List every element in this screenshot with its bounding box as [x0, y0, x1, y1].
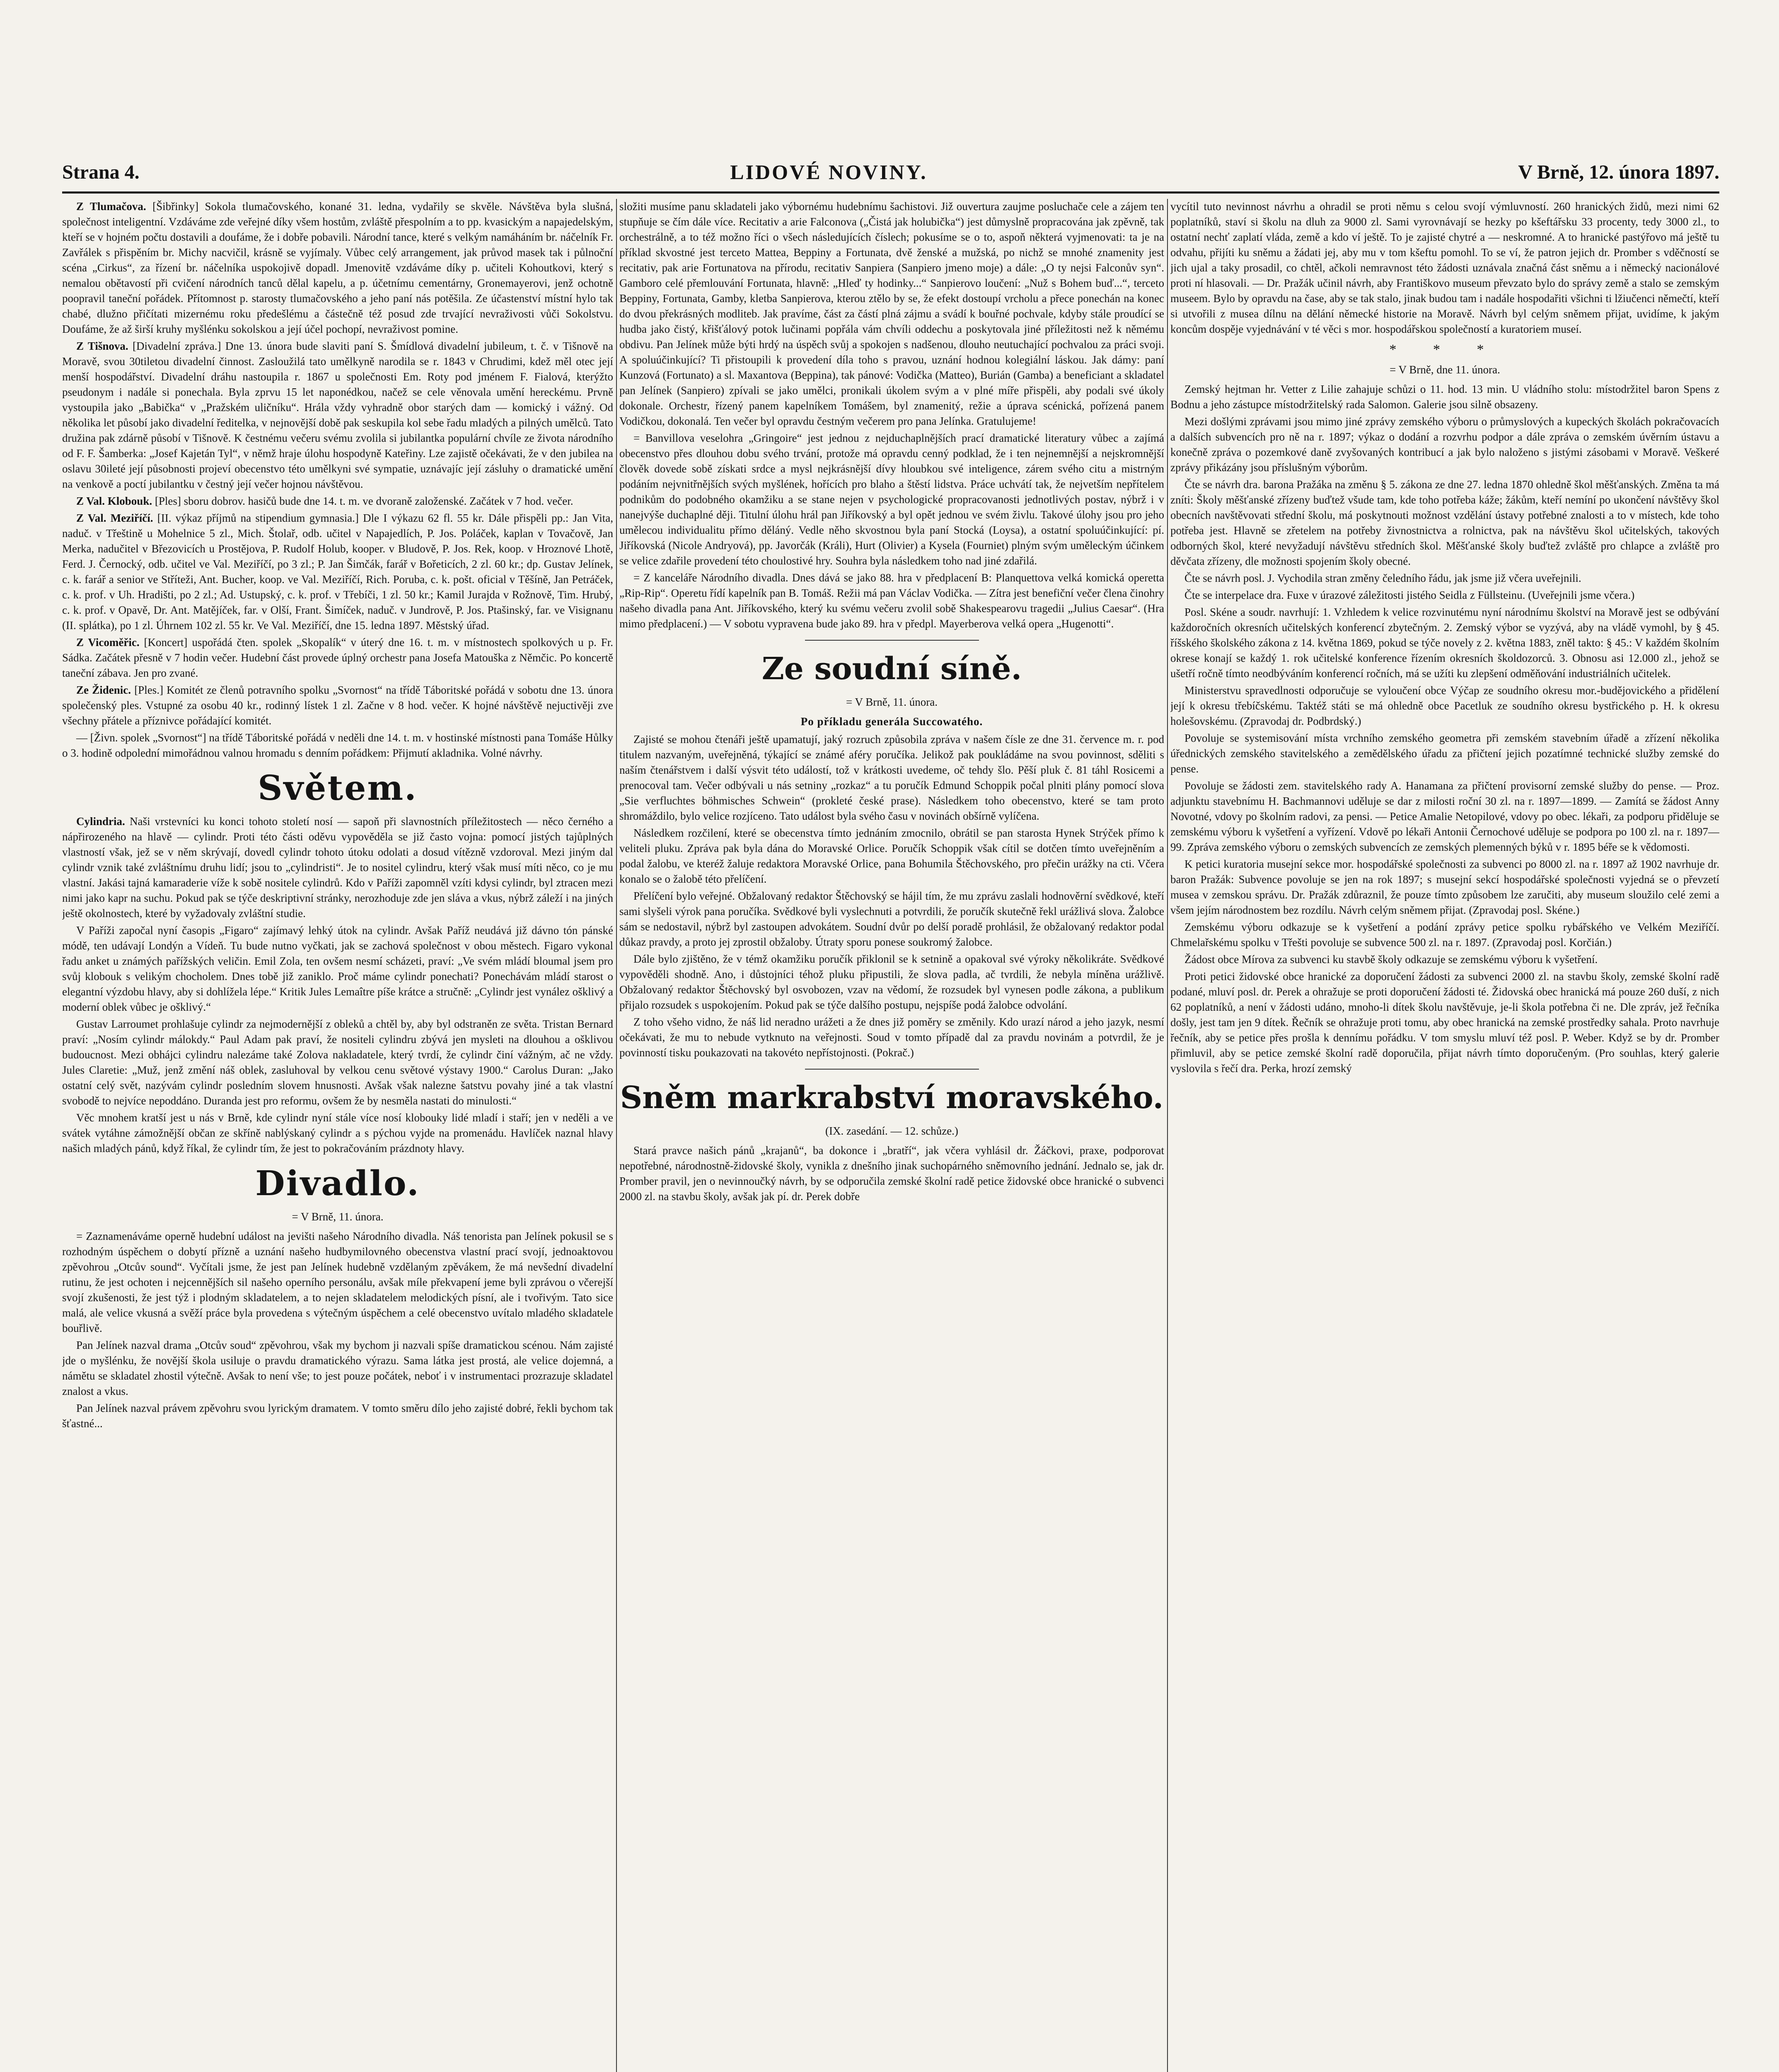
article-paragraph: V Paříži započal nyní časopis „Figaro“ zajímavý lehký útok na cylindr. Avšak Paříž neudává již dávno tón pánské módě, ten udávají Londýn a Vídeň. Tu bude nutno vyčkati, jak se zachová společnost v obou městech. Figaro vykonal řadu anket u známých pařížských veličin. Emil Zola, ten ovšem nesmí scházeti, praví: „Ve svém mládí bloumal jsem pro svůj klobouk s velikým chocholem. Dnes tobě již zaniklo. Proč máme cylindr ponechati? Ponechávám mládí starost o elegantní výzdobu hlavy, aby si dohlížela lépe.“ Kritik Jules Lemaître píše krátce a stručně: „Cylindr jest vynález ošklivý a moderní oblek vůbec je ošklivý.“: [62, 924, 613, 1013]
column-2: [619, 199, 1164, 2072]
article-paragraph: = Banvillova veselohra „Gringoire“ jest jednou z nejduchaplnějších prací dramatické literatury vůbec a zajímá obecenstvo přes dlouhou dobu svého trvání, protože má opravdu cenný podklad, že i ten nejnemnější a nejskromnější člověk dovede sobě získati srdce a mysl nejkrásnější dívy hloubkou své inteligence, zárem svého citu a mistrným podáním nejvnitřnějších svých myšlének, hořících pro blaho a štěstí lidstva. Práce uchvátí tak, že nejvetším nepřítelem podnikům do podobného okamžiku a se stane nejen v psychologické propracovanosti jednotlivých postav, nýbrž i v nanejvýše duchaplné ději. Titulní úlohu hrál pan Jiříkovský a byl opět jednou ve svém živlu. Takové úlohy jsou pro jeho umělecou individualitu přímo děláný. Vedle něho skvostnou byla paní Stocká (Loysa), a ostatní spoluúčinkující: pí. Jiříkovská (Nicole Andryová), pp. Javorčák (Králi), Hurt (Olivier) a Kysela (Fourniet) plným svým uměleckým účinkem se velice zdařile provedení této choulostivé hry. Souhra byla následkem toho nad jiné zdařilá.: [619, 432, 1164, 567]
session-subtitle: (IX. zasedání. — 12. schůze.): [825, 1125, 958, 1137]
section-title-soudni-sin: Ze soudní síně.: [761, 651, 1022, 687]
newspaper-title: LIDOVÉ NOVINY.: [730, 160, 928, 184]
article-paragraph: Povoluje se systemisování místa vrchního zemského geometra při zemském stavebním úřadě a zřízení několika úřednických zemského stavitelského a zemědělského úřadu za přičtení jejich pozatímné technické služby zemské do pense.: [1170, 732, 1719, 775]
article-paragraph: Povoluje se žádosti zem. stavitelského rady A. Hanamana za přičtení provisorní zemské služby do pense. — Proz. adjunktu stavebnímu H. Bachmannovi uděluje se dar z milosti roční 30 zl. na r. 1897—1899. — Zamítá se žádost Anny Novotné, vdovy po školním radovi, za pensi. — Petice Amalie Netopilové, vdovy po obec. lékaři, za podporu přiděluje se zemskému výboru k vyšetření a vyřízení. Vdově po lékaři Antonii Černochové uděluje se podpora po 100 zl. na r. 1897—99. Zpráva zemského výboru o zemských subvencích ze zemských plemenných býků v r. 1895 béře se k vědomosti.: [1170, 779, 1719, 853]
article-heading: Ze Židenic.: [76, 684, 131, 696]
article-text: [Šibřinky] Sokola tlumačovského, konané 31. ledna, vydařily se skvěle. Návštěva byla slušná, společnost inteligentní. Vzdáváme zde veřejné díky všem hostům, zvláště přespolním a to pp. kvasickým a napajedelským, kteří se v hojném počtu dostavili a doufáme, že i dobře pobavili. Národní tance, které s velkým namáháním br. náčelník Fr. Zavřálek s přispěním br. Michy nacvičil, krásně se vyjímaly. Vůbec celý arrangement, jak průvod masek tak i půlnoční scéna „Cirkus“, za řízení br. náčelníka uspokojivě dopadl. Jmenovitě vzdáváme díky p. učiteli Kohoutkovi, který s nemalou obětavostí při cvičení národních tanců dělal kapelu, a p. účetnímu cementárny, Gronemayerovi, jenž ochotně poopravil taneční pořádek. Přítomnost p. starosty tlumačovského a jeho paní nás potěšila. Ze účastenství místní hylo tak chabé, dlužno přičítati mizernému roku předešlému a částečně též posud zde trvající nevraživosti vůči Sokolstvu. Doufáme, že až širší kruhy myšlénku sokolskou a její účel pochopí, nevraživost pomine.: [62, 200, 613, 335]
newspaper-page: [62, 157, 1719, 2072]
article-paragraph: Mezi došlými zprávami jsou mimo jiné zprávy zemského výboru o průmyslových a kupeckých školách pokračovacích a dalších subvencích pro ně na r. 1897; výkaz o dodání a rozvrhu podpor a dále zpráva o zemském úvěrním ústavu a konečně zpráva o pozemkové daně zvyšovaných kontribucí a jak bylo naloženo s jistými zásobami v Moravě. Veškeré zprávy přikázány jsou příslušným výborům.: [1170, 415, 1719, 474]
column-divider: [1167, 199, 1168, 2072]
article-paragraph: [62, 635, 613, 681]
article-paragraph: Stará pravce našich pánů „krajanů“, ba dokonce i „bratří“, jak včera vyhlásil dr. Žáčkovi, praxe, podporovat nepotřebné, národnostně-židovské školy, vynikla z dnešního jinak suchopárného sněmovního jednání. Jednalo se, jak dr. Promber pravil, jen o nevinnoučký návrh, by se odporučila zemské školní radě petice židovské obce hranické o subvenci 2000 zl. na stavbu školy, avšak jak pí. dr. Perek dobře: [619, 1144, 1164, 1203]
article-text: [Koncert] uspořádá čten. spolek „Skopalík“ v úterý dne 16. t. m. v místnostech spolkových u p. Fr. Sádka. Začátek přesně v 7 hodin večer. Hudební část provede úplný orchestr pana Josefa Matouška z Němčic. Po koncertě taneční zábava. Jen pro zvané.: [62, 636, 613, 679]
article-paragraph: Zajisté se mohou čtenáři ještě upamatují, jaký rozruch způsobila zpráva v našem čísle ze dne 31. července m. r. pod titulem nazvaným, uveřejněná, týkající se známé aféry poručíka. Jelikož pak poukládáme na svou povinnost, sděliti s naším čtenářstvem i další výsvit této událostí, tož v krátkosti uvedeme, oč tehdy šlo. Pěší pluk č. 81 táhl Rosicemi a prenocoval tam. Večer odbývali u nás setniny „rozkaz“ a tu poručík Edmund Schoppik počal plniti plány pomocí slova „Sie verfluchtes böhmisches Schwein“ (prokleté české prase). Následkem toho obecenstvo, které se tam proto shromáždilo, bylo velice rozjíceno. Tato událost byla svého času v novinách obšírně vylíčena.: [619, 733, 1164, 822]
article-paragraph: Ministerstvu spravedlnosti odporučuje se vyloučení obce Výčap ze soudního okresu mor.-budějovického a přidělení její k okresu třebíčskému. Taktéž státi se má ohledně obce Pacetluk ze soudního okresu bystřického p. H. k okresu holešovskému. (Zpravodaj dr. Podbrdský.): [1170, 684, 1719, 727]
article-text: [II. výkaz příjmů na stipendium gymnasia.] Dle I výkazu 62 fl. 55 kr. Dále přispěli pp.: Jan Vita, naduč. v Třeštině u Mohelnice 5 zl., Mich. Štolař, odb. učitel v Napajedlích, P. Jos. Poláček, kaplan v Tovačově, Jan Merka, nadučitel v Březovicích u Prostějova, P. Rudolf Holub, kooper. v Bludově, P. Jos. Rek, koop. v Hroznové Lhotě, Ferd. J. Černocký, odb. učitel ve Val. Meziříčí, po 3 zl.; P. Jan Šimčák, farář v Bořeticích, 2 zl. 60 kr.; dp. Gustav Jelínek, c. k. farář a senior ve Stříteži, Ant. Bucher, koop. ve Val. Meziříčí, Rich. Poruba, c. k. pošt. oficial v Těšíně, Jan Petráček, c. k. prof. v Uh. Hradišti, po 2 zl.; Ad. Ustupský, c. k. prof. v Třebíči, 1 zl. 50 kr.; Kamil Jurajda v Rožnově, Tim. Hrubý, c. k. prof. v Opavě, Dr. Ant. Matějíček, far. v Olší, Frant. Šimíček, naduč. v Jundrově, P. Jos. Ptašinský, far. ve Visignanu (II. splátka), po 1 zl. Úhrnem 102 zl. 55 kr. Ve Val. Meziříčí, dne 15. ledna 1897. Městský úřad.: [62, 512, 613, 632]
article-paragraph: [62, 199, 613, 337]
article-paragraph: [62, 339, 613, 492]
section-separator-stars: * * *: [1389, 342, 1501, 357]
article-text: [Ples] sboru dobrov. hasičů bude dne 14. t. m. ve dvoraně založenské. Začátek v 7 hod. večer.: [155, 495, 573, 507]
article-paragraph: [62, 814, 613, 921]
column-3: [1170, 199, 1719, 2072]
section-title-svetem: Světem.: [258, 768, 418, 808]
article-paragraph: Zemskému výboru odkazuje se k vyšetření a podání zprávy petice spolku rybářského ve Velkém Meziříčí. Chmelařskému spolku v Třešti povoluje se subvence 500 zl. na r. 1897. (Zpravodaj posl. Korčián.): [1170, 921, 1719, 949]
article-paragraph: [62, 683, 613, 729]
article-paragraph: Pan Jelínek nazval drama „Otcův soud“ zpěvohrou, však my bychom ji nazvali spíše dramatickou scénou. Nám zajisté jde o myšlénku, že novější škola usiluje o pravdu dramatického výrazu. Sama látka jest prostá, ale velice dojemná, a námětu se skladatel zhostil výtečně. Avšak to není vše; to jest pouze počátek, neboť i v instrumentaci prozrazuje skladatel znalost a vkus.: [62, 1339, 613, 1397]
article-paragraph: Následkem rozčilení, které se obecenstva tímto jednáním zmocnilo, obrátil se pan starosta Hynek Strýček přímo k veliteli pluku. Zpráva pak byla dána do Moravské Orlice. Poručík Schoppik však cítil se dotčen tímto uveřejněním a podal žalobu, ve kteréž žaluje redaktora Moravské Orlice, pana Bohumila Štěchovského, pro přečin urážky na cti. Včera konalo se o žalobě této přelíčení.: [619, 827, 1164, 885]
article-heading: Po příkladu generála Succowatého.: [800, 715, 983, 728]
article-paragraph: [62, 494, 613, 509]
article-text: [Divadelní zpráva.] Dne 13. února bude slaviti paní S. Šmídlová divadelní jubileum, t. č. v Tišnově na Moravě, svou 30tiletou divadelní činnost. Zasloužilá tato umělkyně narodila se r. 1843 v Chrudimi, kdež měl otec její menší hospodářství. Divadelní dráhu nastoupila r. 1867 u společnosti Em. Roty pod jménem F. Fialová, kterýžto pseudonym i nadále si ponechala. Byla zprvu 15 let naponédkou, načež se cele věnovala umění hereckému. Prvně vystoupila jako „Babička“ v „Pražském uličníku“. Hrála vždy vyhradně obor starých dam — komický i vážný. Od několika let působí jako divadelní ředitelka, v nejnovější době pak seskupila kol sebe řadu mladých a pilných umělců. Tato družina pak zdárně působí v Tišnově. K čestnému večeru svému zvolila si jubilantka populární chvíle ze života národního od F. F. Šamberka: „Josef Kajetán Tyl“, v němž hraje úlohu hospodyně Kateřiny. Lze zajistě očekávati, že v den jubilea na oslavu 30ileté její působnosti projeví obecenstvo této umělkyni své sympatie, uznávajíc její zásluhy o dramatické umění na venkově a poctí jubilantku v čestný její večer hojnou návštěvou.: [62, 340, 613, 490]
article-paragraph: K petici kuratoria musejní sekce mor. hospodářské společnosti za subvenci po 8000 zl. na r. 1897 až 1902 navrhuje dr. baron Pražák: Subvence povoluje se jen na rok 1897; s musejní sekcí hospodářské společnosti vyjedná se o převzetí musea v zemskou správu. Dr. Pražák zdůraznil, že pouze tímto způsobem lze zaručiti, aby museum sloužilo celé zemi a všem jejím národnostem bez rozdílu. Návrh celým sněmem přijat. (Zpravodaj posl. Skéne.): [1170, 858, 1719, 916]
article-paragraph: = Z kanceláře Národního divadla. Dnes dává se jako 88. hra v předplacení B: Planquettova velká komická operetta „Rip-Rip“. Operetu řídí kapelník pan B. Tomáš. Režii má pan Václav Vodička. — Zítra jest benefiční večer člena činohry našeho divadla pana Ant. Jiříkovského, který ku svému večeru zvolil sobě Shakespearovu tragedii „Julius Caesar“. (Hra mimo předplacení.) — V sobotu vypravena bude jako 89. hra v předpl. Mayerberova velká opera „Hugenotti“.: [619, 571, 1164, 630]
article-paragraph: vycítil tuto nevinnost návrhu a ohradil se proti němu s celou svojí výmluvností. 260 hranických židů, mezi nimi 62 poplatníků, staví si školu na dluh za 9000 zl. Sami vyrovnávají se hezky po kšeftářsku 33 procenty, tedy 3000 zl., to ostatní nechť zaplatí vláda, země a kdo ví ještě. To je zajisté chytré a — neskromné. A to hranické pastýřovo má ještě tu odvahu, přijíti ku sněmu a žádati jej, aby mu v tom kšeftu pomohl. To se ví, že patron jejich dr. Promber s vděčností se jich ujal a taky prosadil, co chtěl, ačkoli nemravnost této žádosti uznávala značná část sněmu a i německý nacionálové proti ní hlasovali. — Dr. Pražák učinil návrh, aby Františkovo museum převzato bylo do správy země a stalo se zemským museem. Bylo by opravdu na čase, aby se tak stalo, jinak budou tam i nadále hospodařiti všichni ti lžiučenci němečtí, kteří si utvořili z musea dílnu na dělání německé historie na Moravě. Návrh byl celým sněmem přijat, uvidíme, k jakým koncům dospěje vyjednávání v té věci s mor. hospodářskou společností a kuratoriem museí.: [1170, 200, 1719, 335]
article-paragraph: Proti petici židovské obce hranické za doporučení žádosti za subvenci 2000 zl. na stavbu školy, zemské školní radě podané, mluví posl. dr. Perek a ohražuje se proti doporučení žádosti té. Židovská obec hranická má pouze 260 duší, z nich 62 poplatníků, a není v žádosti udáno, mnoho-li dítek školu navštěvuje, je-li škola potřebna či ne. Dle zpráv, jež řečníka došly, jest tam jen 9 dítek. Řečník se ohražuje proti tomu, aby obec hranická na zemské prostředky sahala. Proto navrhuje řečník, aby se petice přes prošla k dennímu pořádku. V tom smyslu mluví též posl. P. Weber. Když se by dr. Promber přimluvil, aby se petice zemské školní radě doporučila, přijat návrh tímto doporučeným. (Pro souhlas, který galerie vyslovila s řečí dra. Perka, hrozí zemský: [1170, 970, 1719, 1075]
article-text: [Ples.] Komitét ze členů potravního spolku „Svornost“ na třídě Táboritské pořádá v sobotu dne 13. února společenský ples. Vstupné za osobu 40 kr., rodinný lístek 1 zl. Začne v 8 hod. večer. K hojné návštěvě nejuctivěji zve všechny přátele a příznivce pořádající komitét.: [62, 684, 613, 727]
section-divider: [805, 1069, 979, 1070]
section-title-snem: Sněm markrabství moravského.: [620, 1080, 1164, 1116]
dateline: = V Brně, dne 11. února.: [1390, 363, 1500, 376]
article-paragraph: = Zaznamenáváme operně hudební událost na jevišti našeho Národního divadla. Náš tenorista pan Jelínek pokusil se s rozhodným úspěchem o dobytí přízně a uznání našeho hudbymilovného obecenstva vlastní prací svojí, jednoaktovou zpěvohrou „Otcův sound“. Vyčítali jsme, že jest pan Jelínek hudebně vzdělaným zpěvákem, že má nevšední divadelní rutinu, že jest ochoten i nejcennějších sil našeho operního personálu, avšak míle překvapení jeme byli zprávou o včerejší svojí zkušenosti, že jest týž i plodným skladatelem, a to nejen skladatelem melodických písní, ale i tvořivým. Tato sice malá, ale velice vkusná a svěží práce byla provedena s výtečným úspěchem a celé obecenstvo uvítalo mladého skladatele bouřlivě.: [62, 1230, 613, 1334]
article-paragraph: složiti musíme panu skladateli jako výbornému hudebnímu šachistovi. Již ouvertura zaujme posluchače cele a zájem ten stupňuje se čím dále více. Recitativ a arie Falconova („Čistá jak holubička“) jest důmyslně propracována jak zpěvně, tak orchestrálně, a to též možno říci o všech následujících číslech; pokusíme se o to, aspoň některá vyjmenovati: ta je na příklad skvostné jest terceto Mattea, Beppiny a Fortunata, dvě ženské a mužská, po nichž se mnohé znamenity jest recitativ, pak arie Fortunatova na přírodu, recitativ Sanpiera (Sanpiero jmeno moje) a dále: „O ty nejsi Falconův syn“. Gamboro celé přemlouvání Fortunata, hlavně: „Hleď ty hodinky...“ Sanpierovo loučení: „Nuž s Bohem buď...“, terceto Beppiny, Fortunata, Gamby, kletba Sanpierova, kterou ztělo by se, že efekt dostoupí vrcholu a přece ponechán na konec do dvou překrásných modliteb. Jak pravíme, část za částí plná zájmu a svádí k bouřné pochvale, kdyby stále proudící se hudba jako čistý, křišťálový potok lučinami popřála vám chvíli oddechu a poskytovala jiné příležitosti než k němému obdivu. Pan Jelínek může býti hrdý na úspěch svůj a spokojen s nadšenou, dlouho neutuchající pochvalou za práci svoji. A spoluúčinkující? Ti přistoupili k provedení díla toho s pravou, uznání hodnou kolegiální láskou. Jak dámy: paní Kunzová (Fortunato) a sl. Maxantova (Beppina), tak pánové: Vodička (Matteo), Burián (Gamba) a beneficiant a skladatel pan Jelínek (Sanpiero) zpívali se jako umělci, pronikali úkolem svým a v plné míře přispěli, aby podali své úkoly dokonale. Orchestr, řízený panem kapelníkem Tomášem, byl znamenitý, režie a úprava scénická, pořízená panem Vodičkou, dokonalá. Ten večer byl opravdu čestným večerem pro pana Jelínka. Gratulujeme!: [619, 200, 1164, 427]
article-paragraph: Gustav Larroumet prohlašuje cylindr za nejmodernější z obleků a chtěl by, aby byl odstraněn ze světa. Tristan Bernard praví: „Nosím cylindr málokdy.“ Paul Adam pak praví, že nositeli cylindru zbývá jen mysleti na dlouhou a ošklivou budoucnost. Mezi obhájci cylindru nalezáme také Zolova nakladatele, který tvrdí, že cylindr činí vážným, ač ne vždy. Jules Claretie: „Muž, jenž změní náš oblek, zasluhoval by velkou cenu světové výstavy 1900.“ Carolus Duran: „Jako ostatní celý svět, nazývám cylindr posledním slovem hnusnosti. Avšak však nalezne šatstvu povahy jiné a tak vlastní svobodě to nejvíce nepoddáno. Duranda jest pro reformu, ovšem že by nesměla nastati do minulosti.“: [62, 1018, 613, 1107]
masthead: [62, 157, 1719, 186]
article-paragraph: — [Živn. spolek „Svornost“] na třídě Táboritské pořádá v neděli dne 14. t. m. v hostinské místnosti pana Tomáše Hůlky o 3. hodině odpolední mimořádnou valnou hromadu s denním pořádkem: Přijmutí akladnika. Volné návrhy.: [62, 731, 613, 759]
article-heading: Z Vicoměřic.: [76, 636, 140, 649]
issue-date: V Brně, 12. února 1897.: [1518, 161, 1719, 183]
article-paragraph: Z toho všeho vidno, že náš lid neradno urážeti a že dnes již poměry se změnily. Kdo urazí národ a jeho jazyk, nesmí očekávati, že mu to nebude vytknuto na veřejnosti. Soud v tomto případě dal za pravdu novinám a potvrdil, že je povinností tisku poukazovati na takovéto nepřístojnosti. (Pokrač.): [619, 1016, 1164, 1059]
page-number: Strana 4.: [62, 161, 140, 183]
masthead-rule: [62, 191, 1719, 194]
article-heading: Z Tišnova.: [76, 340, 128, 352]
article-paragraph: Čte se návrh dra. barona Pražáka na změnu § 5. zákona ze dne 27. ledna 1870 ohledně škol měšťanských. Změna ta má zníti: Školy měšťanské zřízeny buďtež všude tam, kde toho potřeba káže; žákům, kteří nemíní po ukončení návštěvy škol obecních navštěvovati střední školu, má poskytnouti možnost vzdělání ústavy potřebné znalosti a to v místech, kde toho potřeba jest. Hlavně se zřetelem na potřeby živnostnictva a rolnictva, pak na návštěvu škol učitelských, takových odborných škol, které nevyžadují návštěvu středních škol. Měšťanské školy buďtež zvláště pro chlapce a zvláště pro děvčata zřízeny, dle možnosti spojením školy obecné.: [1170, 478, 1719, 567]
dateline: = V Brně, 11. února.: [846, 696, 938, 708]
article-paragraph: Věc mnohem kratší jest u nás v Brně, kde cylindr nyní stále více nosí klobouky lidé mladí i staří; jen v neděli a ve svátek vytáhne zámožnější občan ze skříně nablýskaný cylindr a s pýchou vyjde na promenádu. Havlíček naznal hlavy našich mladých pánů, když říkal, že cylindr tím, že jest to pokračováním prázdnoty hlavy.: [62, 1111, 613, 1155]
article-heading: Cylindria.: [76, 815, 125, 828]
article-paragraph: Čte se interpelace dra. Fuxe v úrazové záležitosti jistého Seidla z Füllsteinu. (Uveřejnili jsme včera.): [1184, 589, 1635, 601]
article-paragraph: Posl. Skéne a soudr. navrhují: 1. Vzhledem k velice rozvinutému nyní národnímu školství na Moravě jest se odbývání každoročních okresních učitelských konferencí zbytečným. 2. Zemský výbor se vyzývá, aby na vládě vymohl, by § 45. říšského školského zákona z 14. května 1869, pokud se týče novely z 2. května 1883, zněl takto: § 45.: V každém školním okrese konají se každý 1. rok učitelské konference řízením okresních školdozorců. 3. Obnosu asi 12.000 zl., jehož se ušetří ročně tímto neodbýváním konferencí ročních, má se užíti ku zlepšení odměňování industriálních učitelek.: [1170, 606, 1719, 680]
article-paragraph: Dále bylo zjištěno, že v témž okamžiku poručík přiklonil se k setnině a opakoval své výroky několikráte. Svědkové vypověděli shodně. Ano, i důstojníci téhož pluku připustili, že slova padla, ač tvrdili, že nebyla míněna urážlivě. Obžalovaný redaktor Štěchovský byl osvobozen, vzav na vědomí, že rozsudek byl vynesen podle zákona, a publikum přijalo rozsudek s uspokojením. Pokud pak se týče dalšího postupu, nejspíše podá žalobce odvolání.: [619, 953, 1164, 1011]
article-paragraph: [62, 511, 613, 633]
article-paragraph: Přelíčení bylo veřejné. Obžalovaný redaktor Štěchovský se hájil tím, že mu zprávu zaslali hodnověrní svědkové, kteří sami slyšeli výrok pana poručíka. Svědkové byli vyslechnuti a potvrdili, že poručík skutečně řekl urážlivá slova. Žalobce sám se nedostavil, nýbrž byl zastoupen advokátem. Soudní dvůr po delší poradě prohlásil, že obžalovaný redaktor podal důkaz pravdy, a proto jej zprostil obžaloby. Útraty sporu ponese soukromý žalobce.: [619, 890, 1164, 948]
article-paragraph: Čte se návrh posl. J. Vychodila stran změny čeledního řádu, jak jsme již včera uveřejnili.: [1184, 572, 1581, 584]
column-divider: [616, 199, 617, 2072]
article-paragraph: Žádost obce Mírova za subvenci ku stavbě školy odkazuje se zemskému výboru k vyšetření.: [1184, 953, 1598, 966]
article-paragraph: Zemský hejtman hr. Vetter z Lilie zahajuje schůzi o 11. hod. 13 min. U vládního stolu: místodržitel baron Spens z Bodnu a jeho zástupce místodržitelský rada Salomon. Galerie jsou silně obsazeny.: [1170, 383, 1719, 411]
article-heading: Z Tlumačova.: [76, 200, 146, 213]
article-heading: Z Val. Meziříčí.: [76, 512, 153, 524]
article-paragraph: Pan Jelínek nazval právem zpěvohru svou lyrickým dramatem. V tomto směru dílo jeho zajisté dobré, řekli bychom tak šťastné...: [62, 1402, 613, 1430]
article-heading: Z Val. Klobouk.: [76, 495, 152, 507]
dateline: = V Brně, 11. února.: [292, 1210, 384, 1223]
section-divider: [805, 640, 979, 641]
article-text: Naši vrstevníci ku konci tohoto století nosí — sapoň při slavnostních příležitostech — něco černého a nápřirozeného na hlavě — cylindr. Proti této části oděvu vypověděla se již často vojna: pomocí jistých tajůplných vlastností však, jež se v něm skrývají, dovedl cylindr tohoto útoku odolati a dosud vítězně vzdoroval. Mezi jiným dal cylindr vznik také zvláštnímu druhu lidí; jsou to „cylindristi“. Je to nositel cylindru, který však musí míti něco, co je mu vlastní. Jakási tajná kamaraderie víže k sobě nositele cylindrů. Kdo v Paříži zapomněl vzíti kdysi cylindr, byl ztracen mezi nimi jako kapr na suchu. Pokud pak se týče deskriptivní stránky, nerozhoduje zde jen sláva a vkus, nýbrž záleží i na jiných ještě okolnostech, které by vyžadovaly zvláštní studie.: [62, 815, 613, 920]
section-title-divadlo: Divadlo.: [255, 1164, 420, 1203]
column-1: [62, 199, 613, 2072]
